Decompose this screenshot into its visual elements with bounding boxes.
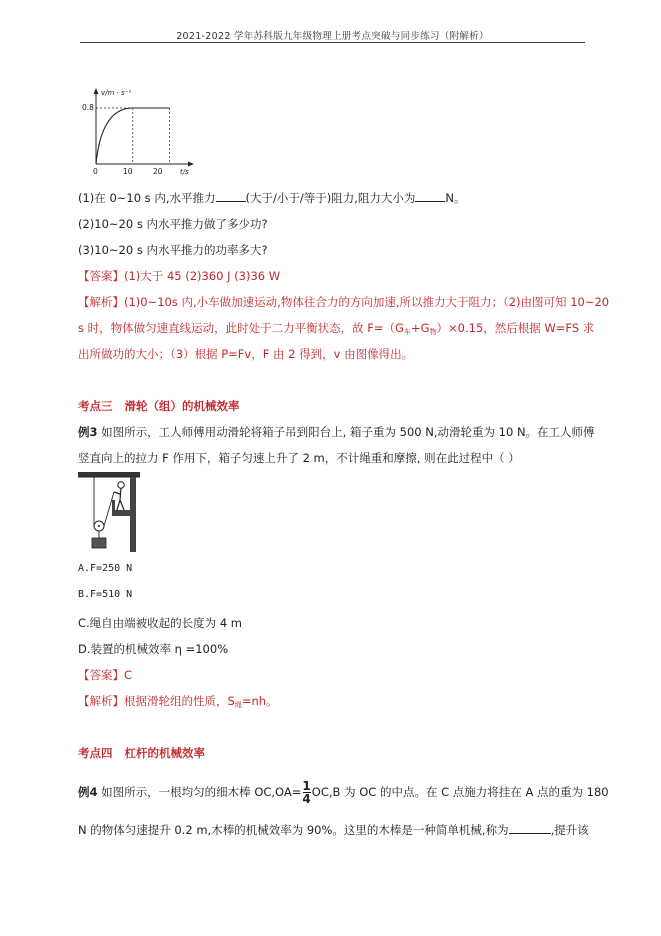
question-part-2: (2)10~20 s 内水平推力做了多少功? xyxy=(78,217,268,231)
analysis-line-1 xyxy=(78,294,609,310)
q1-text-b: (大于/小于/等于)阻力,阻力大小为 xyxy=(245,191,416,205)
pulley-axle xyxy=(98,525,100,527)
box xyxy=(92,538,106,548)
blank-2[interactable] xyxy=(415,191,445,202)
example-3-analysis-text-b: =nh。 xyxy=(241,694,278,708)
analysis-sub-car: 车 xyxy=(403,328,411,336)
section-4-heading xyxy=(78,745,205,761)
answer-line xyxy=(78,268,280,284)
example-3-answer xyxy=(78,667,132,683)
option-a: A.F=250 N xyxy=(78,563,133,574)
ceiling-beam xyxy=(78,472,140,477)
blank-lever-name[interactable] xyxy=(509,823,551,834)
analysis-text-1: (1)0~10s 内,小车做加速运动,物体往合力的方向加速,所以推力大于阻力；（2)由图可知 10~20 xyxy=(124,295,610,309)
example-3-analysis-label: 【解析】 xyxy=(78,694,124,708)
analysis-sub-object: 物 xyxy=(429,328,437,336)
y-axis-arrow xyxy=(94,88,99,94)
example-3-line-2: 竖直向上的拉力 F 作用下，箱子匀速上升了 2 m，不计绳重和摩擦, 则在此过程中（ ） xyxy=(78,451,520,465)
option-c: C.绳自由端被收起的长度为 4 m xyxy=(78,616,243,630)
example-3-text-1: 如图所示，工人师傅用动滑轮将箱子吊到阳台上, 箱子重为 500 N,动滑轮重为 10 N。在工人师傅 xyxy=(97,425,595,439)
section-4-title: 杠杆的机械效率 xyxy=(124,746,206,760)
analysis-label: 【解析】 xyxy=(78,295,124,309)
velocity-curve-accelerating xyxy=(96,108,133,164)
q1-text-a: (1)在 0~10 s 内,水平推力 xyxy=(78,191,216,205)
question-part-3: (3)10~20 s 内水平推力的功率多大? xyxy=(78,243,268,257)
fraction-one-quarter xyxy=(302,780,310,805)
analysis-text-2a: s 时，物体做匀速直线运动，此时处于二力平衡状态，故 F=（G xyxy=(78,321,404,335)
balcony-rail xyxy=(112,500,115,510)
example-3-analysis xyxy=(78,693,278,710)
analysis-line-3: 出所做功的大小；（3）根据 P=Fv，F 由 2 得到，v 由图像得出。 xyxy=(78,347,414,361)
example-3-analysis-text-a: 根据滑轮组的性质，S xyxy=(124,694,235,708)
worker-body xyxy=(114,488,124,510)
example-4-label: 例4 xyxy=(78,785,98,799)
x-tick-label-20: 20 xyxy=(153,167,163,176)
analysis-text-2b: +G xyxy=(410,321,430,335)
example-3-answer-label: 【答案】 xyxy=(78,668,124,682)
answer-text: (1)大于 45 (2)360 J (3)36 W xyxy=(124,269,281,283)
example-4-text-1b: OC,B 为 OC 的中点。在 C 点施力将挂在 A 点的重为 180 xyxy=(311,785,609,799)
example-4-line-1 xyxy=(78,780,609,805)
y-axis-label: v/m · s⁻¹ xyxy=(101,89,132,97)
example-4-text-2a: N 的物体匀速提升 0.2 m,木棒的机械效率为 90%。这里的木棒是一种简单机械,称为 xyxy=(78,823,509,837)
analysis-line-2 xyxy=(78,320,594,337)
worker-head xyxy=(118,482,124,488)
analysis-text-2c: ）×0.15，然后根据 W=FS 求 xyxy=(436,321,595,335)
example-3-line-1 xyxy=(78,424,595,440)
example-4-text-2b: ,提升该 xyxy=(550,823,589,837)
blank-1[interactable] xyxy=(216,191,246,202)
x-axis-arrow xyxy=(188,162,194,167)
section-3-title: 滑轮（组）的机械效率 xyxy=(124,399,240,413)
velocity-time-chart xyxy=(82,86,198,176)
fraction-numerator: 1 xyxy=(302,779,311,793)
x-axis-label: t/s xyxy=(180,168,189,176)
y-tick-label: 0.8 xyxy=(82,103,94,112)
pulley-figure xyxy=(78,472,140,552)
question-part-1 xyxy=(78,190,466,206)
page-header: 2021-2022 学年苏科版九年级物理上册考点突破与同步练习（附解析） xyxy=(176,31,489,42)
section-4-label: 考点四 xyxy=(78,746,113,760)
section-3-heading xyxy=(78,398,240,414)
balcony-floor xyxy=(112,510,136,516)
header-rule xyxy=(80,42,585,43)
fraction-denominator: 4 xyxy=(302,792,311,806)
chart-marks xyxy=(96,108,170,164)
option-b: B.F=510 N xyxy=(78,589,133,600)
option-d: D.装置的机械效率 η =100% xyxy=(78,642,229,656)
example-4-text-1a: 如图所示，一根均匀的细木棒 OC,OA= xyxy=(97,785,302,799)
example-4-line-2 xyxy=(78,822,589,838)
example-3-label: 例3 xyxy=(78,425,98,439)
x-tick-label-10: 10 xyxy=(123,167,133,176)
x-tick-label-0: 0 xyxy=(93,167,98,176)
answer-label: 【答案】 xyxy=(78,269,124,283)
example-3-analysis-sub: 绳 xyxy=(234,701,242,709)
q1-text-c: N。 xyxy=(445,191,466,205)
example-3-answer-text: C xyxy=(124,668,133,682)
section-3-label: 考点三 xyxy=(78,399,113,413)
